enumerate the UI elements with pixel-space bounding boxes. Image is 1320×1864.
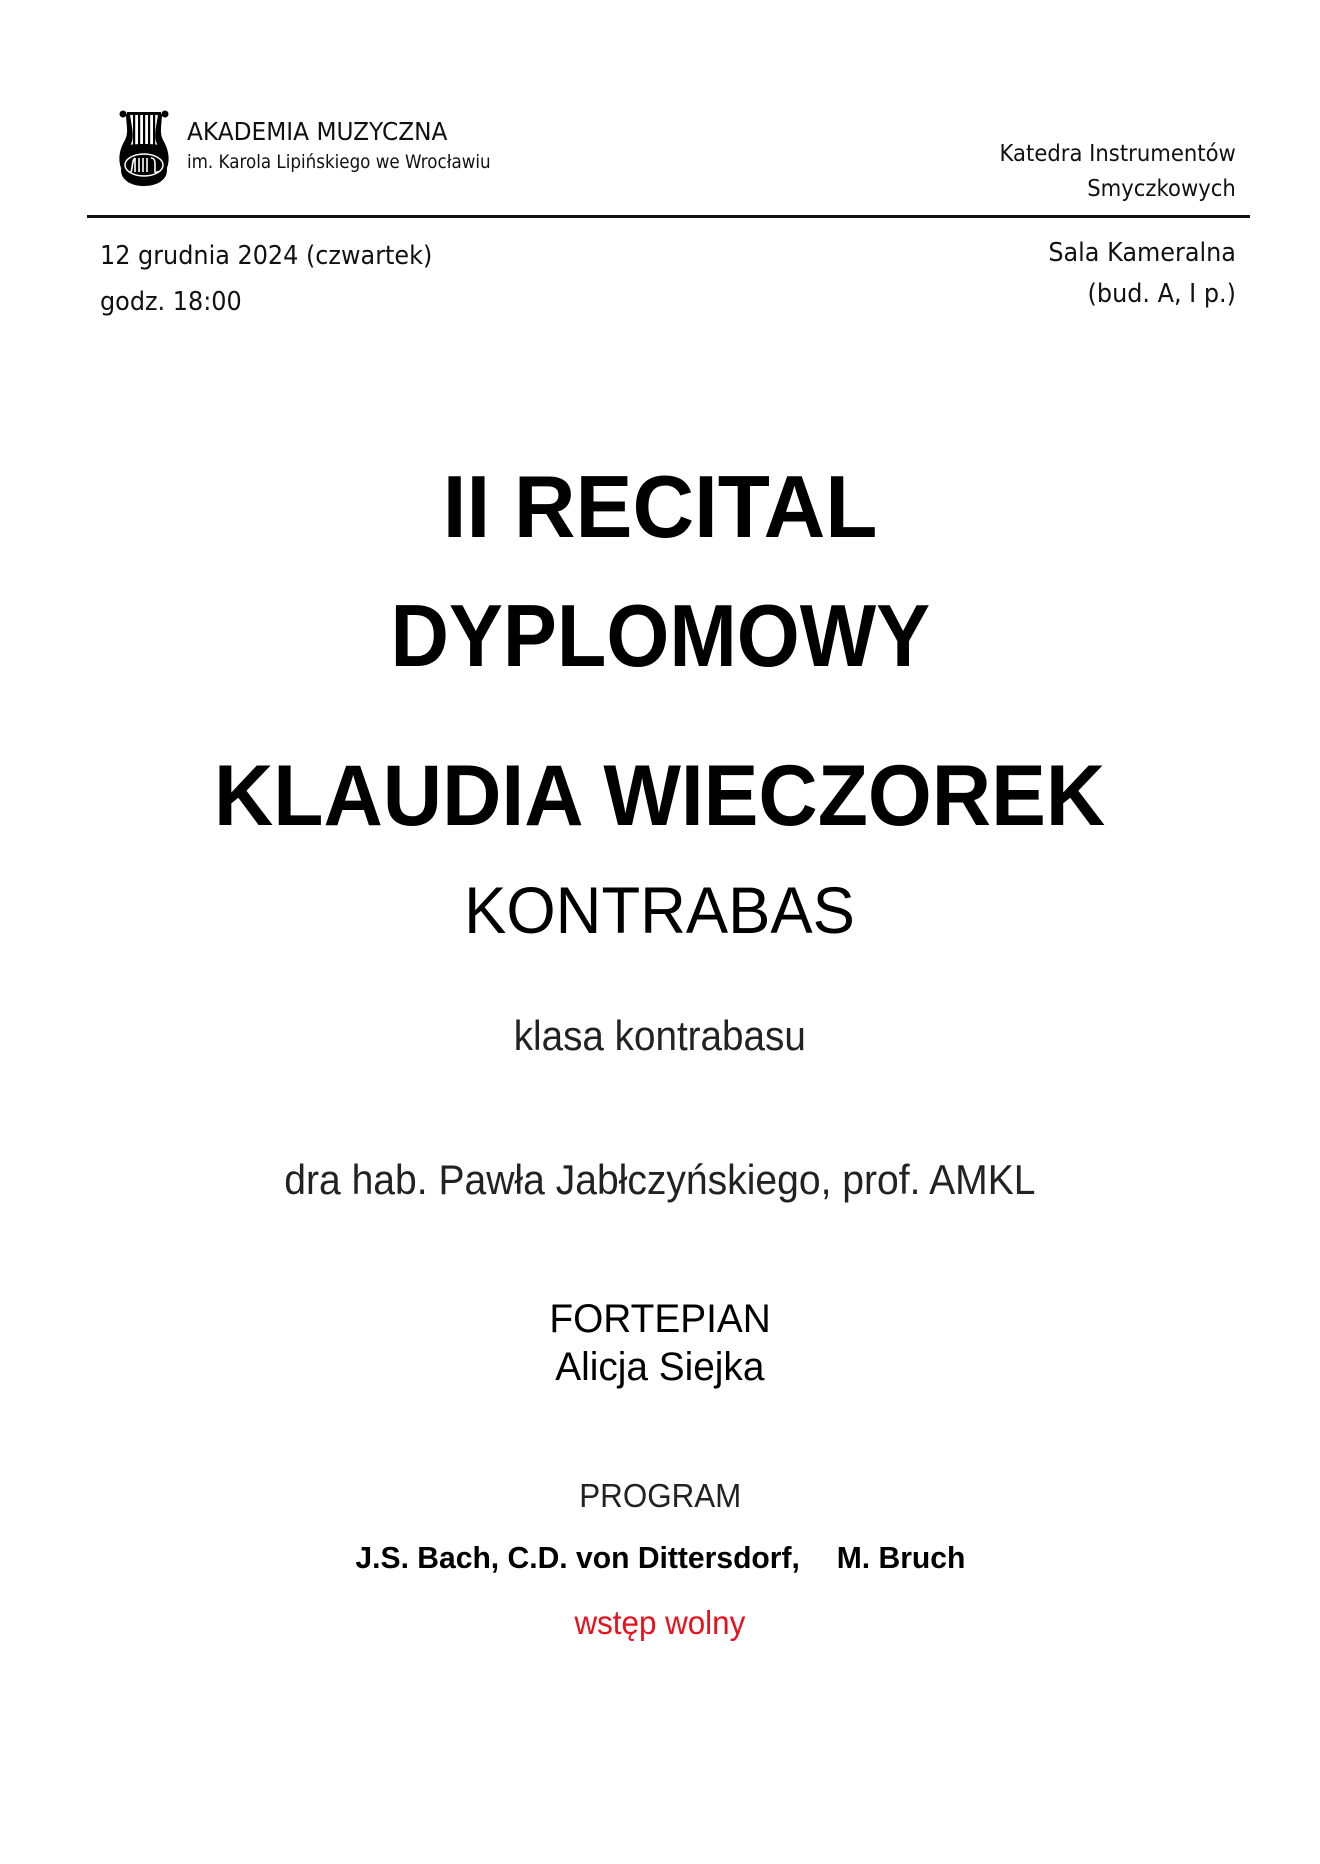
- class-label: [0, 1011, 1320, 1061]
- program-heading-text: PROGRAM: [578, 1477, 741, 1514]
- department: [1000, 137, 1236, 207]
- composers-part-1: J.S. Bach, C.D. von Dittersdorf,: [355, 1540, 800, 1575]
- recital-title-line-1: [0, 457, 1320, 557]
- recital-title-text-1: II RECITAL: [442, 457, 878, 556]
- header-divider: [87, 215, 1250, 218]
- class-label-text: klasa kontrabasu: [513, 1012, 807, 1059]
- academy-logo-lyre-icon: [113, 106, 175, 188]
- instrument-text: KONTRABAS: [464, 873, 856, 947]
- department-line-1: Katedra Instrumentów: [999, 141, 1236, 167]
- admission-note: [0, 1603, 1320, 1643]
- instrument: [0, 872, 1320, 948]
- program-composers-text: [355, 1538, 965, 1578]
- venue-location: (bud. A, I p.): [1087, 279, 1236, 309]
- performer-name: [0, 746, 1320, 846]
- program-composers: [0, 1538, 1320, 1578]
- teacher-name-text: dra hab. Pawła Jabłczyńskiego, prof. AMKL: [284, 1156, 1036, 1203]
- event-time: godz. 18:00: [100, 287, 242, 317]
- event-datetime: [100, 233, 432, 325]
- institution-name: AKADEMIA MUZYCZNA: [187, 117, 448, 146]
- accompaniment-label: [0, 1296, 1320, 1342]
- institution-subtitle: im. Karola Lipińskiego we Wrocławiu: [187, 151, 491, 173]
- teacher-name: [0, 1155, 1320, 1205]
- accompaniment-label-text: FORTEPIAN: [549, 1297, 771, 1341]
- accompanist-name-text: Alicja Siejka: [555, 1345, 765, 1389]
- event-venue: [1048, 233, 1236, 315]
- department-line-2: Smyczkowych: [1087, 176, 1236, 202]
- recital-title-text-2: DYPLOMOWY: [390, 586, 930, 685]
- admission-note-text: wstęp wolny: [574, 1604, 746, 1641]
- composers-part-2: M. Bruch: [836, 1540, 965, 1575]
- program-heading: [0, 1476, 1320, 1516]
- venue-hall: Sala Kameralna: [1048, 238, 1236, 268]
- accompanist-name: [0, 1344, 1320, 1390]
- performer-name-text: KLAUDIA WIECZOREK: [214, 748, 1106, 844]
- recital-title-line-2: [0, 586, 1320, 686]
- event-date: 12 grudnia 2024 (czwartek): [100, 241, 433, 271]
